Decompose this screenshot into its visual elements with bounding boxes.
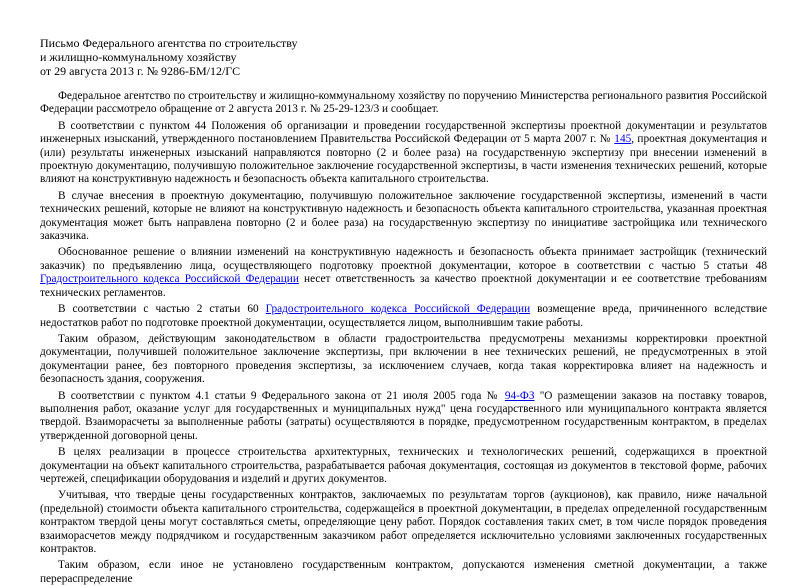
paragraph-5-text-b: возмещение вреда, причиненного вследствие недостатков работ по подготовке проектной документации, осуществляется лицом, выполнившим такие работы. [40,303,767,329]
paragraph-2-text-b: , проектная документация и (или) результаты инженерных изысканий направляются повторно (2 и более раза) на государственную экспертизу при внесении изменений в проектную документацию, получившую положительное заключение государственной экспертизы, в части изменения технических решений, которые влияют на конструктивную надежность и безопасность объекта капитального строительства. [40,133,767,186]
link-law-94-fz[interactable]: 94-ФЗ [504,389,535,402]
paragraph-7-text-b: "О размещении заказов на поставку товаров, выполнения работ, оказание услуг для государственных и муниципальных нужд" цена государственного или муниципального контракта является твердой. Взаиморасчеты за выполненные работы (затраты) осуществляются в порядке, предусмотренном государственным контрактом, в пределах утвержденной договорной цены. [40,389,768,442]
header-line-1: Письмо Федерального агентства по строительству [40,36,298,50]
link-urban-planning-code-2[interactable]: Градостроительного кодекса Российской Федерации [265,303,531,316]
header-line-2: и жилищно-коммунальному хозяйству [40,50,237,64]
paragraph-4-text-b: несет ответственность за качество проектной документации и ее соответствие требованиям технических регламентов. [40,273,767,299]
letter-body [40,90,767,586]
paragraph-1: Федеральное агентство по строительству и жилищно-коммунальному хозяйству по поручению Министерства регионального развития Российской Федерации рассмотрело обращение от 2 августа 2013 г. № 25-29-123/3 и сообщает. [40,90,767,116]
paragraph-9: Учитывая, что твердые цены государственных контрактов, заключаемых по результатам торгов (аукционов), как правило, ниже начальной (предельной) стоимости объекта капитального строительства, содержащейся в проектной документации, в пределах определенной государственным контрактом твердой цены могут составляться сметы, определяющие цену работ. Порядок составления таких смет, в том числе порядок проведения взаиморасчетов между подрядчиком и государственным заказчиком работ определяется исключительно условиями заключенных государственных контрактов. [40,489,767,555]
paragraph-7-text-a: В соответствии с пунктом 4.1 статьи 9 Федерального закона от 21 июля 2005 года № [58,389,505,402]
paragraph-2 [40,120,767,187]
paragraph-5 [40,303,767,330]
paragraph-3: В случае внесения в проектную документацию, получившую положительное заключение государственной экспертизы, изменений в части технических решений, которые не влияют на конструктивную надежность и безопасность объекта капитального строительства, указанная проектная документация может быть направлена повторно (2 и более раза) на государственную экспертизу по инициативе застройщика или технического заказчика. [40,189,767,243]
paragraph-7 [40,390,767,444]
paragraph-4-text-a: Обоснованное решение о влиянии изменений на конструктивную надежность и безопасность объекта принимает застройщик (технический заказчик) по предъявлению лица, осуществляющего подготовку проектной документации, которое в соответствии с частью 5 статьи 48 [40,246,767,272]
paragraph-4 [40,246,767,300]
header-line-3: от 29 августа 2013 г. № 9286-БМ/12/ГС [40,64,241,78]
paragraph-8: В целях реализации в процессе строительства архитектурных, технических и технологических решений, содержащихся в проектной документации на объект капитального строительства, разрабатывается рабочая документация, состоящая из документов в текстовой форме, рабочих чертежей, спецификации оборудования и изделий и других документов. [40,446,767,485]
paragraph-2-text-a: В соответствии с пунктом 44 Положения об организации и проведении государственной экспертизы проектной документации и результатов инженерных изысканий, утвержденного постановлением Правительства Российской Федерации от 5 марта 2007 г. № [40,119,767,146]
link-urban-planning-code[interactable]: Градостроительного кодекса Российской Федерации [40,273,299,286]
paragraph-10: Таким образом, если иное не установлено государственным контрактом, допускаются изменения сметной документации, а также перераспределение [40,559,767,585]
paragraph-5-text-a: В соответствии с частью 2 статьи 60 [58,303,266,316]
paragraph-6: Таким образом, действующим законодательством в области градостроительства предусмотрены механизмы корректировки проектной документации, получившей положительное заключение экспертизы, при включении в нее технических решений, не предусмотренных в этой документации ранее, без повторного проведения экспертизы, за исключением случаев, когда такая корректировка влияет на надежность и безопасность здания, сооружения. [40,332,767,386]
link-resolution-145[interactable]: 145 [614,133,632,146]
letter-header [40,36,767,78]
